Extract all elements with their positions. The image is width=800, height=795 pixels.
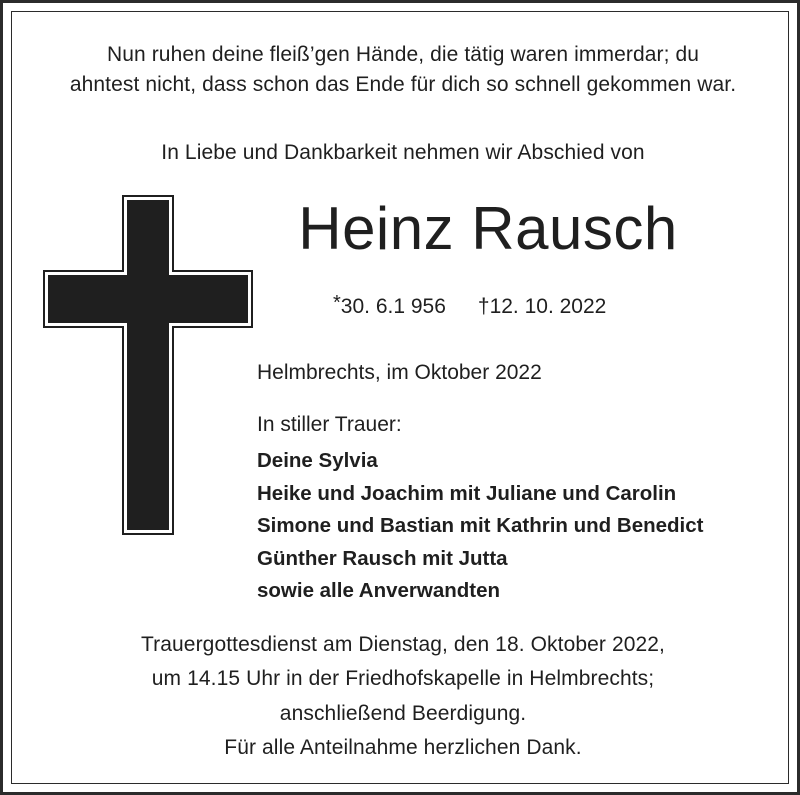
birth-symbol: * [333, 292, 341, 314]
service-line-2: um 14.15 Uhr in der Friedhofskapelle in Helmbrechts; [151, 667, 655, 690]
farewell-intro: In Liebe und Dankbarkeit nehmen wir Abschied von [161, 141, 645, 164]
death-symbol: † [477, 295, 490, 318]
mourners-list [257, 445, 777, 608]
mourner-item: Günther Rausch mit Jutta [257, 546, 508, 570]
mourner-item: sowie alle Anverwandten [257, 579, 501, 602]
service-line-1: Trauergottesdienst am Dienstag, den 18. Oktober 2022, [141, 633, 665, 656]
thanks-line: Für alle Anteilnahme herzlichen Dank. [224, 736, 582, 759]
death-date: 12. 10. 2022 [489, 295, 607, 318]
life-dates [333, 293, 653, 321]
verse-line-1: Nun ruhen deine fleiß’gen Hände, die tätig waren immerdar; du [106, 43, 700, 66]
birth-date: 30. 6.1 956 [340, 295, 446, 318]
deceased-name: Heinz Rausch [298, 195, 678, 262]
service-line-3: anschließend Beerdigung. [279, 702, 527, 725]
place-and-date: Helmbrechts, im Oktober 2022 [257, 361, 542, 384]
verse-line-2: ahntest nicht, dass schon das Ende für dich so schnell gekommen war. [69, 73, 737, 96]
mourner-item: Heike und Joachim mit Juliane und Carolin [257, 481, 677, 505]
latin-cross-icon [43, 195, 253, 535]
mourner-item: Deine Sylvia [257, 449, 378, 472]
mourner-item: Simone und Bastian mit Kathrin und Benedict [257, 514, 704, 537]
mourning-label: In stiller Trauer: [257, 413, 402, 436]
